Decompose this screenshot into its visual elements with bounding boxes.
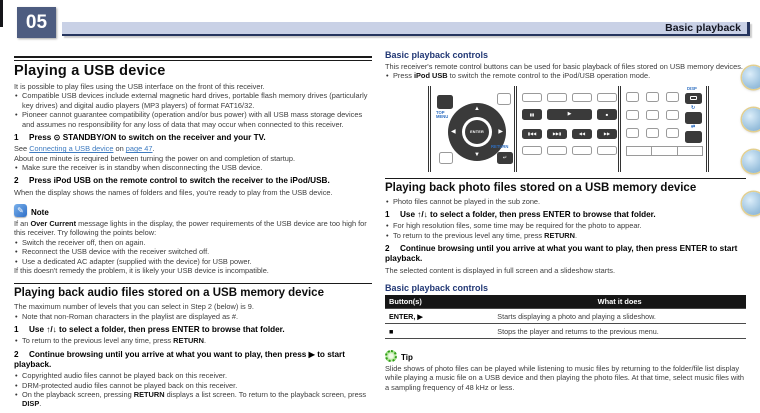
list-item: • For high resolution files, some time may be required for the photo to appear. bbox=[385, 221, 746, 230]
note-closing-line: If this doesn't remedy the problem, it is likely your USB device is incompatible. bbox=[14, 265, 269, 275]
list-item: • Copyrighted audio files cannot be played back on this receiver. bbox=[14, 371, 372, 380]
photo-step1-bullets bbox=[385, 221, 746, 240]
viewer-nav-button-1[interactable] bbox=[742, 66, 760, 89]
enter-button: ENTER bbox=[465, 120, 489, 144]
dpad-ring bbox=[462, 117, 492, 147]
photo-step-1: 1 Use ↑/↓ to select a folder, then press ENTER to browse that folder. bbox=[385, 210, 656, 220]
standby-bullet-list bbox=[14, 163, 372, 172]
stop-button: ■ bbox=[597, 109, 617, 120]
play-button: ▶ bbox=[547, 109, 592, 120]
link-page-47[interactable]: page 47 bbox=[125, 144, 153, 154]
disp-button bbox=[685, 93, 702, 104]
remote-button-blank bbox=[547, 93, 567, 102]
disp-label: DISP bbox=[687, 85, 697, 91]
list-item: • Photo files cannot be played in the sub zone. bbox=[385, 197, 746, 206]
list-item: • Use a dedicated AC adapter (supplied with the device) for USB power. bbox=[14, 257, 372, 266]
table-cell-action: Starts displaying a photo and playing a slideshow. bbox=[493, 309, 746, 324]
list-item: • Press iPod USB to switch the remote control to the iPod/USB operation mode. bbox=[385, 71, 746, 80]
audio-return-bullet bbox=[14, 336, 372, 345]
list-item: • To return to the previous level any time, press RETURN. bbox=[14, 336, 372, 345]
remote-button-blank bbox=[626, 110, 639, 120]
repeat-button bbox=[685, 112, 702, 124]
remote-button-blank bbox=[646, 128, 659, 138]
remote-button-blank bbox=[522, 93, 542, 102]
left-column bbox=[14, 56, 372, 409]
right-column bbox=[385, 50, 746, 392]
note-label: Note bbox=[31, 208, 49, 218]
remote-button-blank bbox=[522, 146, 542, 155]
section-title-usb-device: Playing a USB device bbox=[14, 63, 166, 79]
table-cell-button: ■ bbox=[385, 324, 493, 339]
section-title-audio-files: Playing back audio files stored on a USB memory device bbox=[14, 287, 324, 300]
step-2-ipod-usb: 2 Press iPod USB on the remote control to switch the receiver to the iPod/USB. bbox=[14, 176, 330, 186]
remote-button-blank bbox=[666, 92, 679, 102]
note-header bbox=[14, 204, 372, 217]
rewind-button: ◀◀ bbox=[572, 129, 592, 139]
table-header-what-it-does: What it does bbox=[493, 295, 746, 309]
audio-step-1: 1 Use ↑/↓ to select a folder, then press ENTER to browse that folder. bbox=[14, 325, 285, 335]
arrow-up-icon: ▲ bbox=[474, 105, 480, 112]
tip-header bbox=[385, 350, 746, 362]
remote-button-blank bbox=[626, 92, 639, 102]
playback-controls-table bbox=[385, 295, 746, 339]
remote-bottom-bar bbox=[626, 146, 703, 156]
fast-forward-button: ▶▶ bbox=[597, 129, 617, 139]
tip-paragraph: Slide shows of photo files can be played while listening to music files by returning to the folder/file list display while playing a music file on a USB device and then playing the photo files. At that time, select music files with a sampling frequency of 48 kHz or less. bbox=[385, 364, 745, 392]
list-item: • Reconnect the USB device with the receiver switched off. bbox=[14, 247, 372, 256]
remote-button-blank bbox=[572, 146, 592, 155]
viewer-nav-button-4[interactable] bbox=[742, 192, 760, 215]
arrow-left-icon: ◀ bbox=[451, 128, 456, 135]
photo-step-2: 2 Continue browsing until you arrive at what you want to play, then press ENTER to start playback. bbox=[385, 244, 738, 264]
table-row bbox=[385, 309, 746, 324]
audio-restrictions-list bbox=[14, 371, 372, 409]
intro-paragraph: It is possible to play files using the USB interface on the front of this receiver. bbox=[14, 82, 265, 91]
remote-button-blank bbox=[497, 93, 511, 105]
remote-button-blank bbox=[626, 128, 639, 138]
remote-button-blank bbox=[572, 93, 592, 102]
table-row bbox=[385, 324, 746, 339]
repeat-icon: ↻ bbox=[691, 104, 696, 111]
list-item: • DRM-protected audio files cannot be played back on this receiver. bbox=[14, 381, 372, 390]
remote-panel-numpad bbox=[618, 86, 706, 172]
page-edge-strip bbox=[0, 0, 3, 27]
startup-time-note: About one minute is required between turning the power on and completion of startup. bbox=[14, 153, 296, 163]
return-label: RETURN bbox=[491, 143, 509, 149]
shuffle-icon: ⇄ bbox=[691, 123, 696, 130]
audio-bullet-list bbox=[14, 312, 372, 321]
controls-bullet-list bbox=[385, 71, 746, 80]
remote-button-blank bbox=[597, 146, 617, 155]
controls-intro-paragraph: This receiver's remote control buttons can be used for basic playback of files stored on USB memory devices. bbox=[385, 62, 743, 71]
pause-button: ▮▮ bbox=[522, 109, 542, 120]
remote-panel-dpad bbox=[428, 86, 514, 172]
audio-levels-note: The maximum number of levels that you can select in Step 2 (below) is 9. bbox=[14, 302, 254, 312]
note-paragraph: If an Over Current message lights in the display, the power requirements of the USB device are too high for this receiver. Try following the points below: bbox=[14, 219, 367, 238]
next-track-button: ▶▶▮ bbox=[547, 129, 567, 139]
remote-button-blank bbox=[666, 128, 679, 138]
subheading-basic-playback-controls-2: Basic playback controls bbox=[385, 283, 489, 294]
list-item: • Switch the receiver off, then on again. bbox=[14, 238, 372, 247]
table-cell-button: ENTER, ▶ bbox=[385, 309, 493, 324]
section-title-photo-files: Playing back photo files stored on a USB memory device bbox=[385, 181, 697, 194]
remote-panel-transport bbox=[514, 86, 618, 172]
remote-control-illustration bbox=[428, 86, 709, 172]
list-item: • To return to the previous level any time, press RETURN. bbox=[385, 231, 746, 240]
chapter-header-title: Basic playback bbox=[665, 22, 741, 34]
list-item: • Compatible USB devices include external magnetic hard drives, portable flash memory drives (particularly key drives) and digital audio players (MP3 players) of format FAT16/32. bbox=[14, 91, 372, 110]
list-item: • Pioneer cannot guarantee compatibility (operation and/or bus power) with all USB mass storage devices and assumes no responsibility for any loss of data that may occur when connected to this receiver. bbox=[14, 110, 372, 129]
note-bullet-list bbox=[14, 238, 372, 266]
viewer-nav-button-3[interactable] bbox=[742, 150, 760, 173]
shuffle-button bbox=[685, 131, 702, 143]
table-header-buttons: Button(s) bbox=[385, 295, 493, 309]
chapter-number-box: 05 bbox=[17, 7, 56, 38]
see-reference-line: See Connecting a USB device on page 47. bbox=[14, 144, 155, 154]
list-item: • Note that non-Roman characters in the playlist are displayed as #. bbox=[14, 312, 372, 321]
step-1-standby: 1 Press ⊙ STANDBY/ON to switch on the receiver and your TV. bbox=[14, 132, 266, 142]
remote-button-blank bbox=[597, 93, 617, 102]
tip-icon bbox=[385, 350, 397, 362]
top-menu-label: TOP MENU bbox=[436, 109, 449, 120]
arrow-right-icon: ▶ bbox=[498, 128, 503, 135]
remote-button-blank bbox=[439, 152, 453, 164]
chapter-header-bar bbox=[62, 22, 750, 36]
prev-track-button: ▮◀◀ bbox=[522, 129, 542, 139]
section-rule bbox=[14, 56, 372, 61]
link-connecting-usb-device[interactable]: Connecting a USB device bbox=[29, 144, 114, 154]
list-item: • Make sure the receiver is in standby when disconnecting the USB device. bbox=[14, 163, 372, 172]
top-menu-button bbox=[437, 95, 453, 109]
disp-button-icon bbox=[690, 96, 697, 100]
remote-button-blank bbox=[646, 92, 659, 102]
arrow-down-icon: ▼ bbox=[474, 151, 480, 158]
remote-button-blank bbox=[666, 110, 679, 120]
remote-button-blank bbox=[646, 110, 659, 120]
tip-label: Tip bbox=[401, 353, 413, 363]
slideshow-note: The selected content is displayed in full screen and a slideshow starts. bbox=[385, 265, 616, 275]
subheading-basic-playback-controls-1: Basic playback controls bbox=[385, 50, 489, 60]
section-rule bbox=[385, 178, 746, 179]
list-item: • On the playback screen, pressing RETURN displays a list screen. To return to the playback screen, press DISP. bbox=[14, 390, 372, 409]
photo-bullet-list bbox=[385, 197, 746, 206]
table-cell-action: Stops the player and returns to the previous menu. bbox=[493, 324, 746, 339]
viewer-nav-button-2[interactable] bbox=[742, 108, 760, 131]
display-folders-note: When the display shows the names of folders and files, you're ready to play from the USB device. bbox=[14, 187, 333, 197]
section-rule bbox=[14, 283, 372, 284]
intro-bullet-list bbox=[14, 91, 372, 129]
return-button: ↵ bbox=[497, 152, 513, 164]
remote-button-blank bbox=[547, 146, 567, 155]
audio-step-2: 2 Continue browsing until you arrive at what you want to play, then press ▶ to start playback. bbox=[14, 349, 345, 370]
note-icon: ✎ bbox=[14, 204, 27, 217]
